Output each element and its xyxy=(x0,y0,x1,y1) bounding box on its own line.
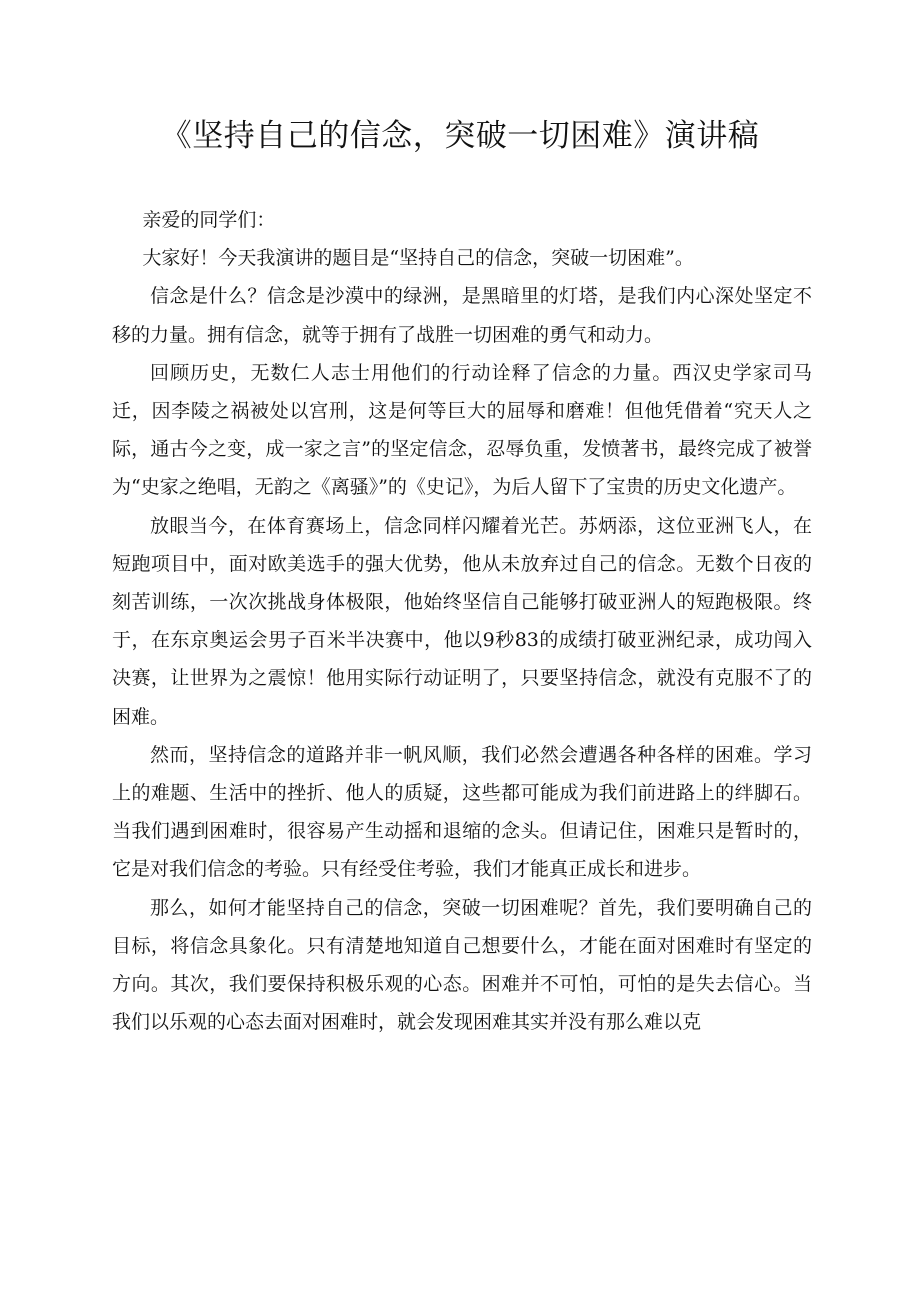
body-paragraph: 然而，坚持信念的道路并非一帆风顺，我们必然会遭遇各种各样的困难。学习上的难题、生活中的挫折、他人的质疑，这些都可能成为我们前进路上的绊脚石。当我们遇到困难时，很容易产生动摇和退缩的念头。但请记住，困难只是暂时的，它是对我们信念的考验。只有经受住考验，我们才能真正成长和进步。 xyxy=(112,743,812,881)
greeting-paragraph: 大家好！今天我演讲的题目是“坚持自己的信念，突破一切困难”。 xyxy=(142,247,694,270)
body-paragraph: 那么，如何才能坚持自己的信念，突破一切困难呢？首先，我们要明确自己的目标，将信念具象化。只有清楚地知道自己想要什么，才能在面对困难时有坚定的方向。其次，我们要保持积极乐观的心态。困难并不可怕，可怕的是失去信心。当我们以乐观的心态去面对困难时，就会发现困难其实并没有那么难以克 xyxy=(112,896,812,1034)
body-paragraph: 回顾历史，无数仁人志士用他们的行动诠释了信念的力量。西汉史学家司马迁，因李陵之祸被处以宫刑，这是何等巨大的屈辱和磨难！但他凭借着“究天人之际，通古今之变，成一家之言”的坚定信念，忍辱负重，发愤著书，最终完成了被誉为“史家之绝唱，无韵之《离骚》”的《史记》，为后人留下了宝贵的历史文化遗产。 xyxy=(112,361,812,499)
body-paragraph: 信念是什么？信念是沙漠中的绿洲，是黑暗里的灯塔，是我们内心深处坚定不移的力量。拥有信念，就等于拥有了战胜一切困难的勇气和动力。 xyxy=(112,285,812,346)
document-body xyxy=(112,201,812,1041)
document-title: 《坚持自己的信念，突破一切困难》演讲稿 xyxy=(160,118,760,154)
salutation-paragraph: 亲爱的同学们： xyxy=(142,209,276,231)
body-paragraph: 放眼当今，在体育赛场上，信念同样闪耀着光芒。苏炳添，这位亚洲飞人，在短跑项目中，面对欧美选手的强大优势，他从未放弃过自己的信念。无数个日夜的刻苦训练，一次次挑战身体极限，他始终坚信自己能够打破亚洲人的短跑极限。终于，在东京奥运会男子百米半决赛中，他以9秒83的成绩打破亚洲纪录，成功闯入决赛，让世界为之震惊！他用实际行动证明了，只要坚持信念，就没有克服不了的困难。 xyxy=(112,514,812,728)
